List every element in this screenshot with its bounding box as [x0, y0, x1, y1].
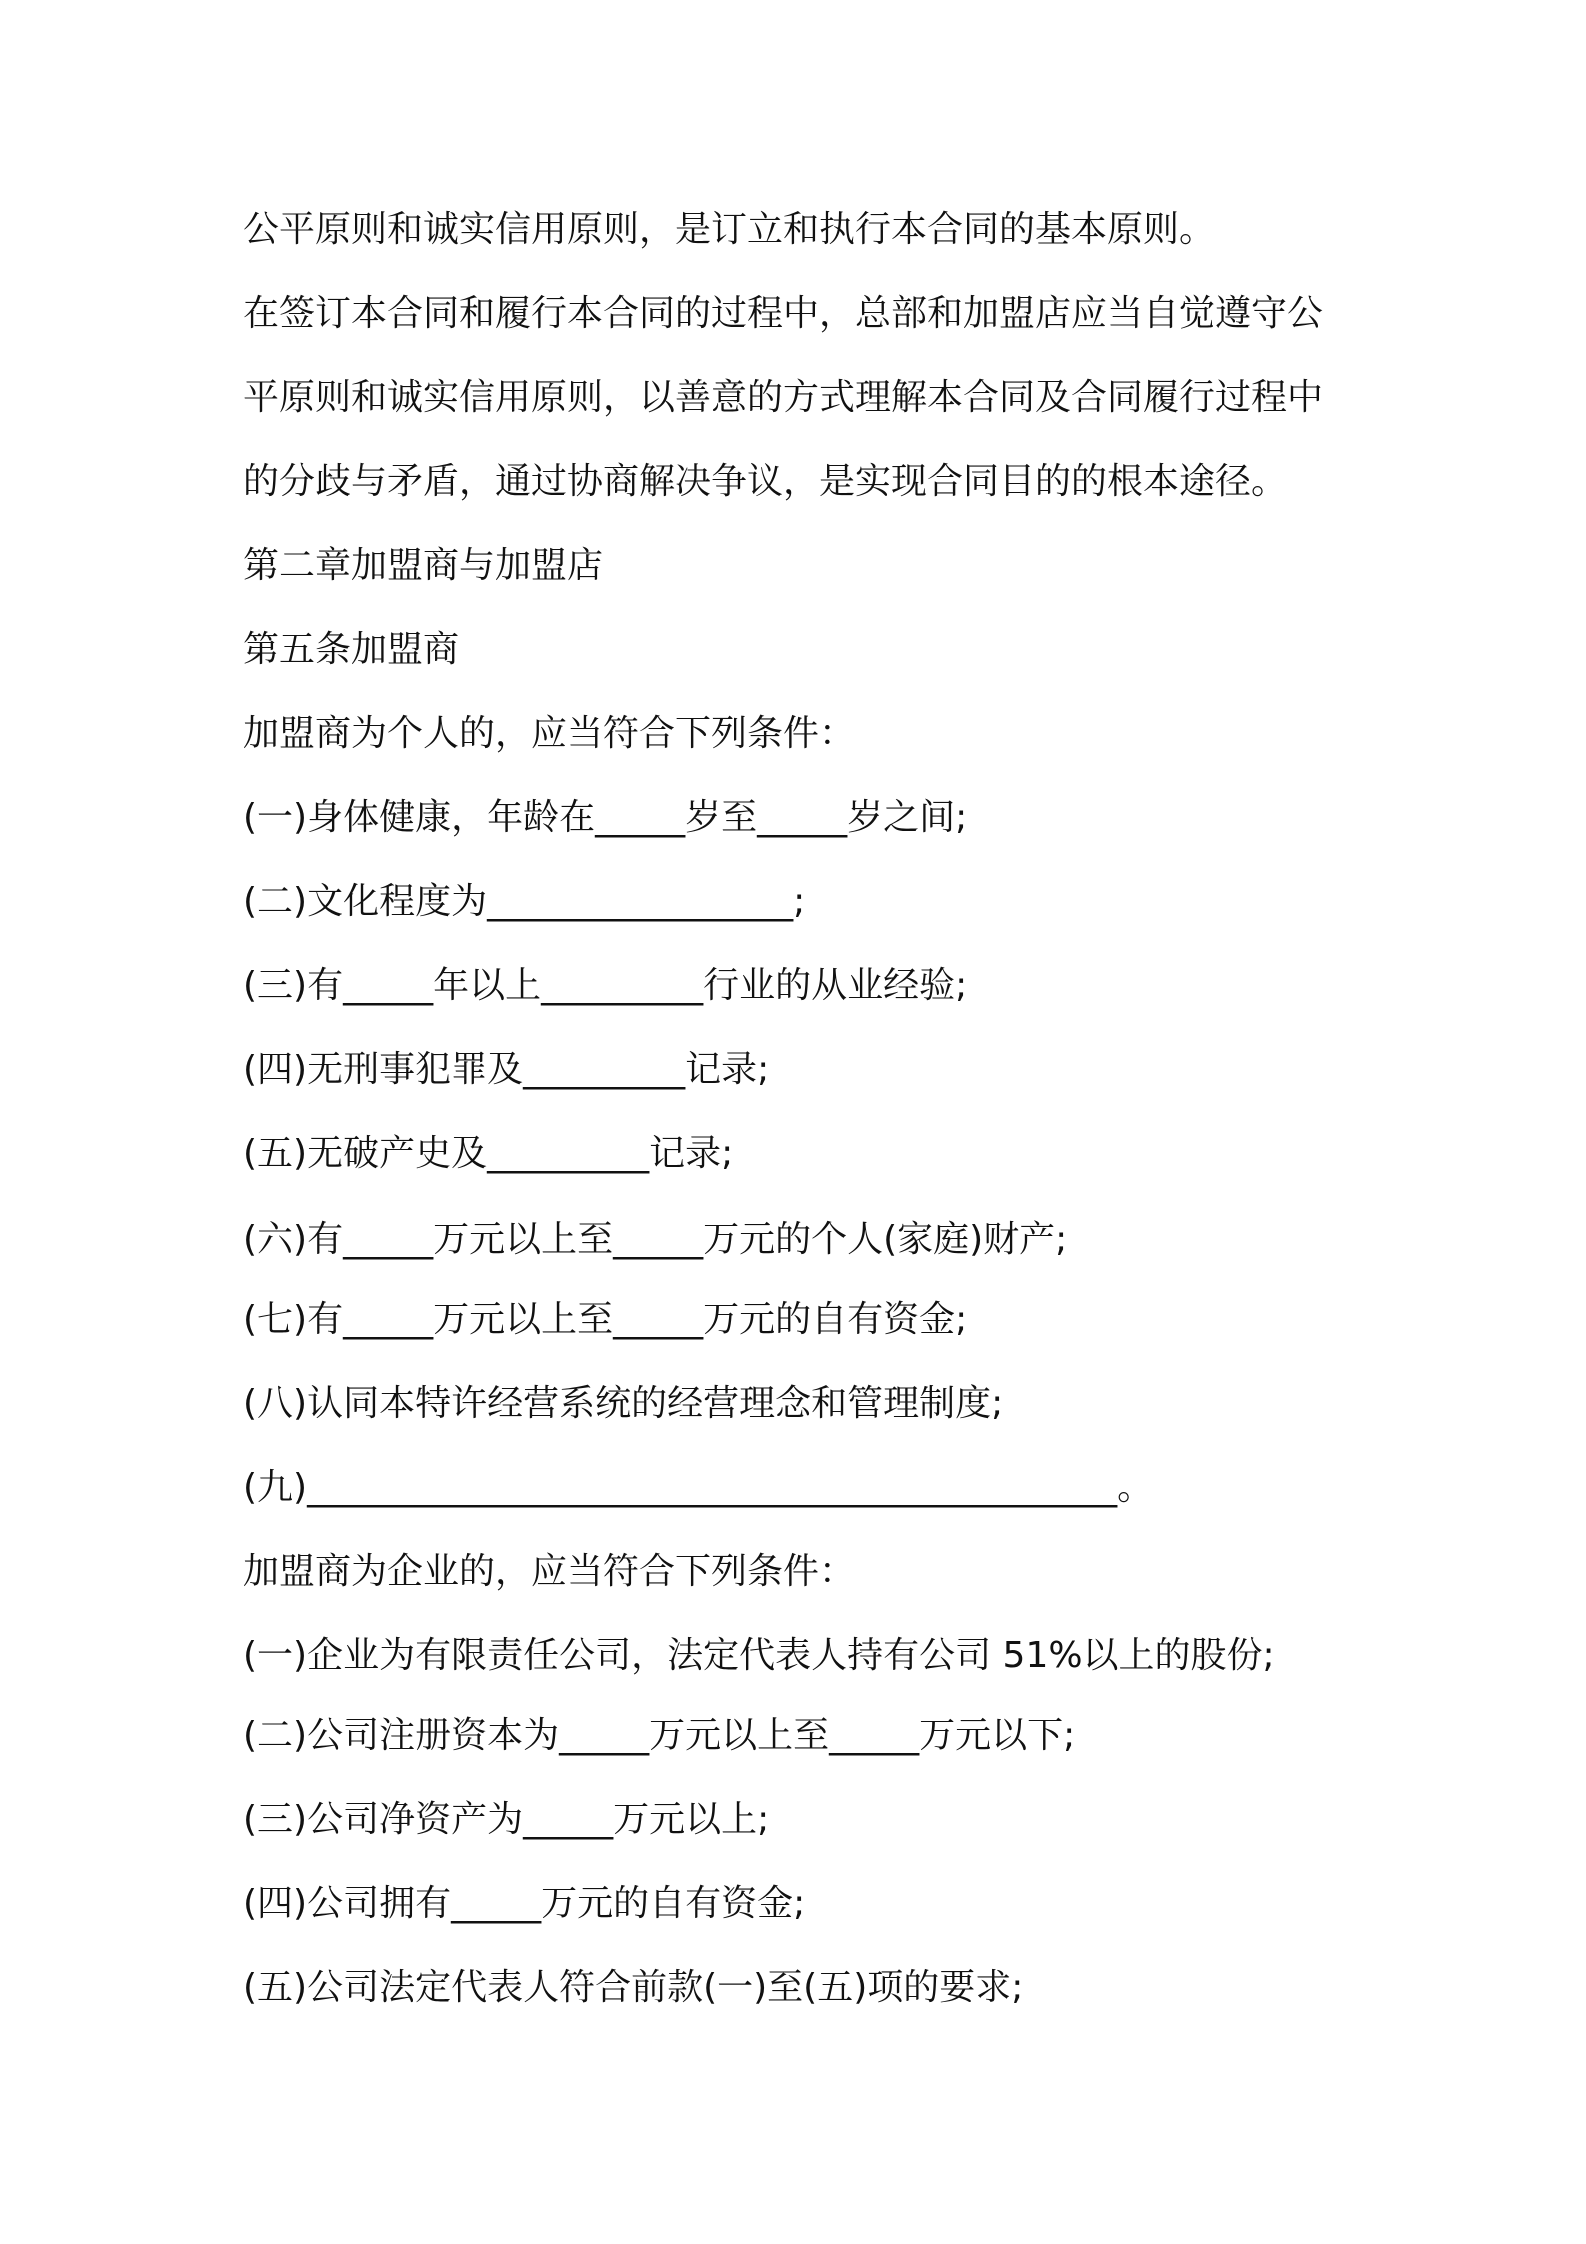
- paragraph-line: 加盟商为个人的，应当符合下列条件：: [243, 713, 856, 754]
- list-item: (五)公司法定代表人符合前款(一)至(五)项的要求;: [243, 1967, 1024, 2008]
- list-item: (四)无刑事犯罪及_________记录;: [243, 1049, 770, 1090]
- list-item: (六)有_____万元以上至_____万元的个人(家庭)财产;: [243, 1219, 1068, 1260]
- list-item: (三)有_____年以上_________行业的从业经验;: [243, 965, 968, 1006]
- list-item: (五)无破产史及_________记录;: [243, 1133, 734, 1174]
- list-item: (一)身体健康，年龄在_____岁至_____岁之间;: [243, 797, 968, 838]
- article-heading: 第五条加盟商: [243, 629, 460, 670]
- list-item: (三)公司净资产为_____万元以上;: [243, 1799, 770, 1840]
- list-item: (八)认同本特许经营系统的经营理念和管理制度;: [243, 1383, 1004, 1424]
- paragraph-line: 平原则和诚实信用原则，以善意的方式理解本合同及合同履行过程中: [243, 377, 1324, 418]
- list-item: (一)企业为有限责任公司，法定代表人持有公司 51%以上的股份;: [243, 1635, 1275, 1676]
- paragraph-line: 公平原则和诚实信用原则，是订立和执行本合同的基本原则。: [243, 209, 1216, 250]
- paragraph-line: 在签订本合同和履行本合同的过程中，总部和加盟店应当自觉遵守公: [243, 293, 1324, 334]
- list-item: (九)_____________________________________________。: [243, 1467, 1154, 1508]
- list-item: (二)公司注册资本为_____万元以上至_____万元以下;: [243, 1715, 1076, 1756]
- list-item: (二)文化程度为_________________;: [243, 881, 806, 922]
- paragraph-line: 的分歧与矛盾，通过协商解决争议，是实现合同目的的根本途径。: [243, 461, 1288, 502]
- paragraph-line: 加盟商为企业的，应当符合下列条件：: [243, 1551, 856, 1592]
- chapter-heading: 第二章加盟商与加盟店: [243, 545, 604, 586]
- list-item: (四)公司拥有_____万元的自有资金;: [243, 1883, 806, 1924]
- list-item: (七)有_____万元以上至_____万元的自有资金;: [243, 1299, 968, 1340]
